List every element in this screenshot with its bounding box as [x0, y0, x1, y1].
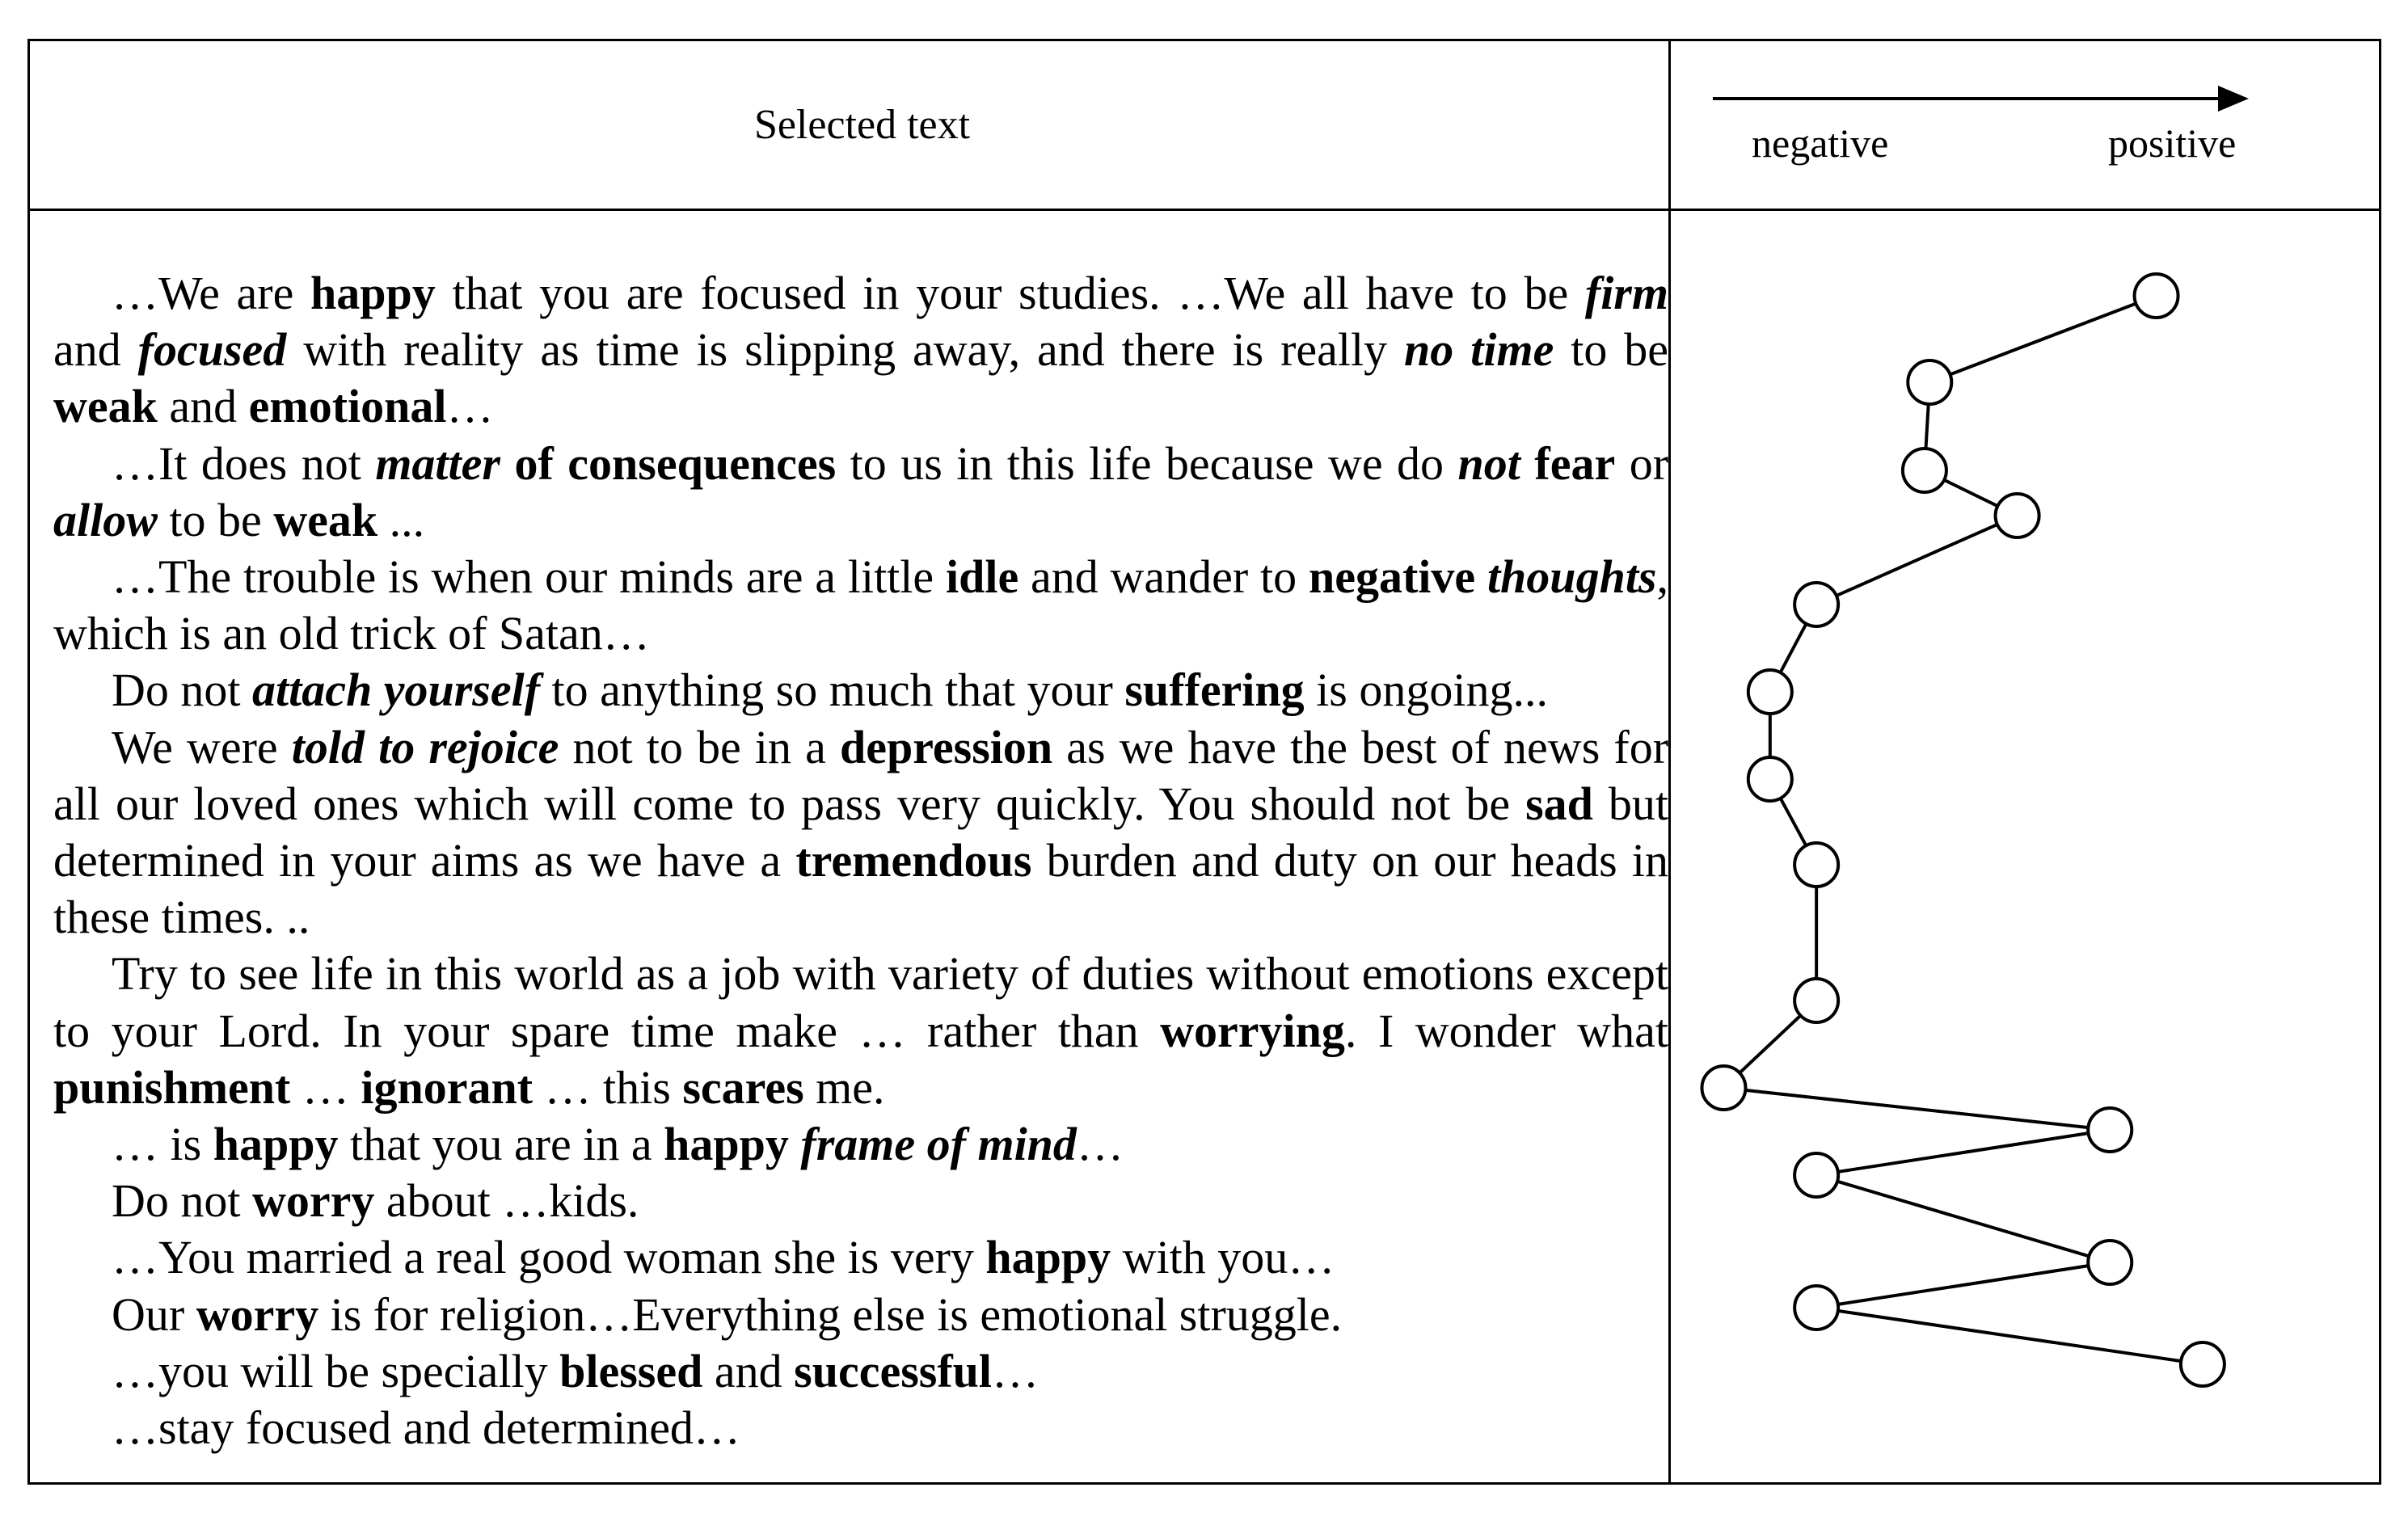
trajectory-segment — [1837, 525, 1997, 596]
sentiment-point — [2088, 1108, 2132, 1152]
text-run: … — [446, 380, 494, 433]
text-run: , which is an old trick of Satan… — [53, 550, 1669, 660]
text-run: and — [53, 323, 138, 377]
text-run: Do not — [112, 664, 252, 717]
text-run: …stay focused and determined… — [112, 1401, 740, 1455]
sentiment-point — [1702, 1066, 1745, 1110]
trajectory-segment — [1780, 624, 1806, 672]
trajectory-segment — [1925, 404, 1928, 449]
header-title: Selected text — [753, 101, 971, 148]
text-run: not to be in a — [559, 720, 840, 773]
sentiment-point — [1908, 360, 1951, 404]
text-run: is ongoing... — [1304, 664, 1548, 717]
trajectory-segment — [1838, 1133, 2089, 1172]
text-run: to us in this life because we do — [836, 436, 1458, 490]
text-run: … — [992, 1344, 1040, 1397]
text-run: . I wonder what — [1344, 1004, 1668, 1057]
text-run: ... — [377, 493, 425, 546]
trajectory-segment — [1781, 799, 1807, 846]
sentiment-point — [1794, 1286, 1838, 1329]
emphasis-bold-italic: matter — [375, 436, 500, 490]
sentiment-point — [1748, 670, 1792, 714]
scale-label-positive: positive — [2108, 120, 2237, 166]
emphasis-bold-italic: focused — [137, 323, 287, 377]
scale-arrowhead — [2218, 86, 2249, 112]
sentiment-point — [1748, 757, 1792, 801]
text-run: … — [290, 1060, 361, 1114]
emphasis-bold: worry — [196, 1287, 319, 1341]
text-run: burden and duty on our heads in these times. .. — [53, 834, 1669, 944]
text-run: me. — [803, 1060, 885, 1114]
text-run: or — [1615, 436, 1669, 490]
sentiment-point — [1794, 1153, 1838, 1197]
emphasis-bold: suffering — [1124, 664, 1305, 717]
text-run: …We are — [112, 267, 310, 319]
sentiment-table — [27, 39, 2381, 1485]
emphasis-bold: fear — [1534, 436, 1616, 490]
emphasis-bold: scares — [682, 1060, 804, 1114]
emphasis-bold: emotional — [248, 380, 447, 433]
text-run: that you are focused in your studies. …We all have to be — [435, 267, 1585, 319]
trajectory-segment — [1950, 304, 2136, 375]
emphasis-bold: negative — [1308, 550, 1476, 604]
trajectory-segment — [1745, 1090, 2088, 1127]
emphasis-bold-italic: told to rejoice — [291, 720, 559, 773]
emphasis-bold: successful — [794, 1344, 993, 1397]
emphasis-bold: happy — [664, 1118, 789, 1171]
text-run: to be — [157, 493, 274, 546]
text-run: We were — [112, 720, 292, 773]
text-run: and wander to — [1018, 550, 1309, 604]
emphasis-bold: idle — [945, 550, 1019, 604]
text-run: with reality as time is slipping away, and there is really — [286, 323, 1405, 377]
emphasis-bold: blessed — [559, 1344, 703, 1397]
emphasis-bold-italic: firm — [1584, 267, 1668, 319]
text-run: but determined in your aims as we have a — [53, 777, 1668, 887]
emphasis-bold: weak — [53, 380, 158, 433]
emphasis-bold: tremendous — [795, 834, 1032, 887]
trajectory-segment — [1838, 1266, 2089, 1304]
text-run: to be — [1554, 323, 1669, 377]
text-run: about …kids. — [374, 1174, 639, 1228]
emphasis-bold: happy — [985, 1231, 1111, 1284]
emphasis-bold-italic: allow — [53, 493, 158, 546]
text-run: Do not — [112, 1174, 252, 1228]
text-run: Our — [112, 1287, 196, 1341]
emphasis-bold: punishment — [53, 1060, 291, 1114]
emphasis-bold-italic: no time — [1404, 323, 1554, 377]
text-run: Try to see life in this world as a job with variety of duties without emotions except to your Lord. In your spare time make … rather than — [53, 947, 1668, 1057]
sentiment-point — [1903, 449, 1946, 492]
text-run: …you will be specially — [112, 1344, 560, 1397]
sentiment-trajectory — [27, 39, 2381, 1485]
emphasis-bold: worry — [252, 1174, 375, 1228]
sentiment-point — [1794, 583, 1838, 626]
sentiment-point — [2088, 1241, 2132, 1284]
emphasis-bold: sad — [1525, 777, 1593, 830]
emphasis-bold: of consequences — [514, 436, 837, 490]
sentiment-point — [1794, 979, 1838, 1022]
text-run: to anything so much that your — [540, 664, 1125, 717]
text-run: …It does not — [112, 436, 376, 490]
text-run: as we have the best of news for all our loved ones which will come to pass very quickly. You should not be — [53, 720, 1669, 830]
emphasis-bold: weak — [273, 493, 378, 546]
emphasis-bold: depression — [839, 720, 1053, 773]
text-run: that you are in a — [338, 1118, 664, 1171]
emphasis-bold: worrying — [1160, 1004, 1345, 1057]
emphasis-bold: happy — [213, 1118, 339, 1171]
text-run: … this — [533, 1060, 683, 1114]
text-run: and — [157, 380, 249, 433]
trajectory-segment — [1944, 480, 1997, 506]
text-run: … is — [112, 1118, 213, 1171]
emphasis-bold-italic: not — [1457, 436, 1520, 490]
emphasis-bold-italic: frame of mind — [800, 1118, 1077, 1171]
emphasis-bold: happy — [310, 267, 436, 319]
emphasis-bold: ignorant — [361, 1060, 533, 1114]
text-run: … — [1076, 1118, 1124, 1171]
emphasis-bold-italic: attach yourself — [252, 664, 541, 717]
scale-label-negative: negative — [1752, 120, 1889, 166]
text-run: and — [702, 1344, 795, 1397]
sentiment-point — [2181, 1342, 2225, 1386]
sentiment-point — [2135, 274, 2178, 318]
sentiment-point — [1996, 494, 2039, 537]
scale-arrow — [1713, 86, 2249, 112]
text-run: …You married a real good woman she is very — [112, 1231, 986, 1284]
text-run: is for religion…Everything else is emotional struggle. — [318, 1287, 1343, 1341]
sentiment-point — [1794, 843, 1838, 887]
trajectory-segment — [1740, 1016, 1800, 1073]
text-run: with you… — [1111, 1231, 1335, 1284]
emphasis-bold-italic: thoughts — [1487, 550, 1657, 604]
trajectory-segment — [1838, 1311, 2181, 1361]
text-run: …The trouble is when our minds are a little — [112, 550, 946, 604]
trajectory-segment — [1837, 1182, 2089, 1257]
